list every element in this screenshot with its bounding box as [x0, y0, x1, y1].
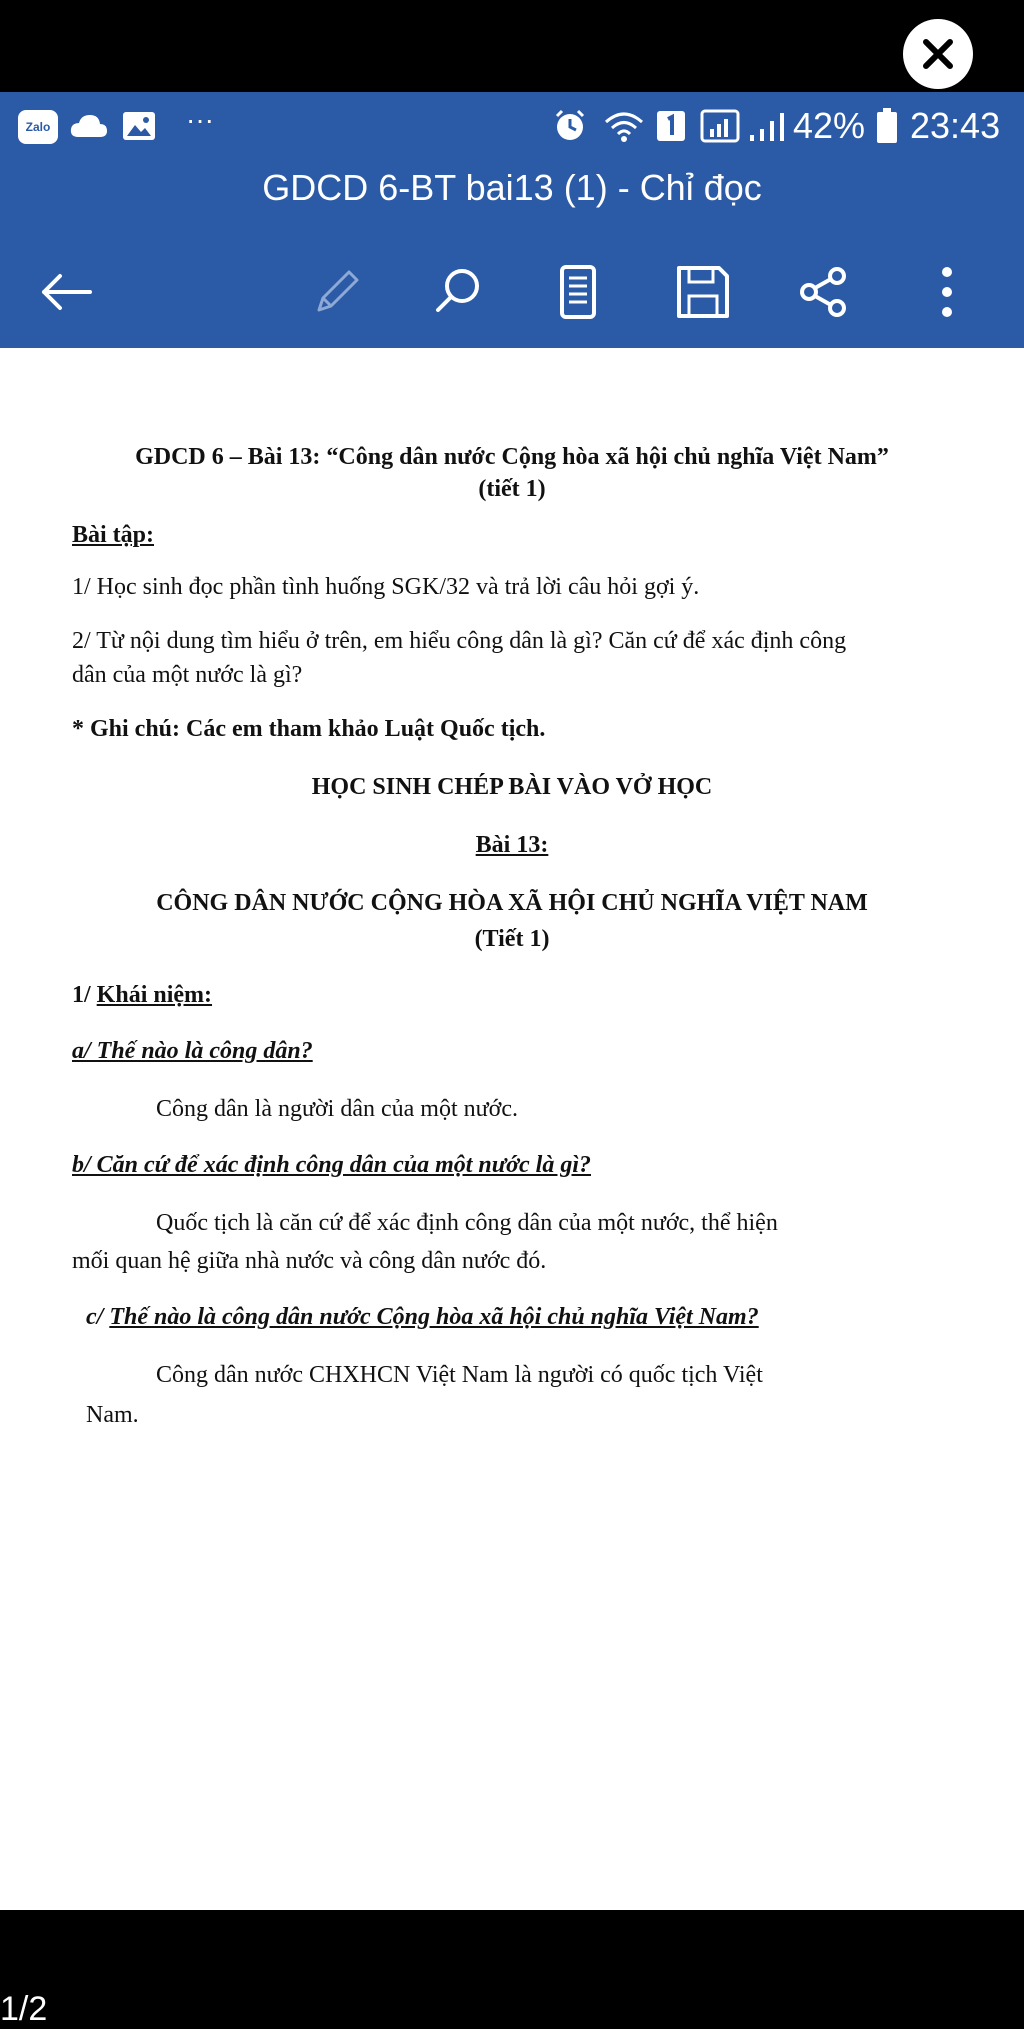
section-1-title: Khái niệm:	[96, 982, 213, 1008]
battery-icon	[876, 106, 898, 146]
share-icon	[795, 264, 851, 320]
question-2-line2: dân của một nước là gì?	[72, 662, 303, 688]
subheading-a: a/ Thế nào là công dân?	[72, 1038, 313, 1064]
lesson-label: Bài 13:	[475, 832, 549, 858]
close-viewer-button[interactable]	[903, 19, 973, 89]
share-button[interactable]	[783, 252, 863, 332]
reading-view-icon	[556, 264, 600, 320]
copy-instruction: HỌC SINH CHÉP BÀI VÀO VỞ HỌC	[311, 774, 713, 800]
exercise-label: Bài tập:	[72, 522, 155, 548]
answer-b-line2: mối quan hệ giữa nhà nước và công dân nước đó.	[72, 1248, 547, 1274]
back-button[interactable]	[26, 252, 106, 332]
alarm-icon	[553, 106, 587, 146]
save-icon	[675, 264, 731, 320]
answer-c-line2: Nam.	[86, 1402, 139, 1428]
sim-1-icon	[656, 106, 686, 146]
subheading-b: b/ Căn cứ để xác định công dân của một nước là gì?	[72, 1152, 591, 1178]
lesson-title-line2: (Tiết 1)	[474, 926, 550, 952]
reading-view-button[interactable]	[538, 252, 618, 332]
more-vertical-icon	[937, 264, 957, 320]
question-2-line1: 2/ Từ nội dung tìm hiểu ở trên, em hiểu công dân là gì? Căn cứ để xác định công	[72, 628, 847, 654]
question-1: 1/ Học sinh đọc phần tình huống SGK/32 và trả lời câu hỏi gợi ý.	[72, 574, 700, 600]
clock: 23:43	[910, 105, 1001, 146]
cloud-icon	[70, 106, 108, 146]
signal-strength-icon	[748, 106, 788, 146]
signal-volte-icon	[700, 106, 740, 146]
viewer-top-bar	[0, 0, 1024, 92]
viewer-bottom-bar	[0, 1910, 1024, 2028]
app-header	[0, 92, 1024, 348]
close-icon	[920, 36, 956, 72]
search-icon	[430, 264, 486, 320]
document-title: GDCD 6-BT bai13 (1) - Chỉ đọc	[262, 167, 762, 208]
wifi-icon	[604, 106, 644, 146]
answer-a: Công dân là người dân của một nước.	[156, 1096, 518, 1122]
subheading-c: Thế nào là công dân nước Cộng hòa xã hội chủ nghĩa Việt Nam?	[109, 1304, 759, 1330]
more-options-button[interactable]	[907, 252, 987, 332]
page-counter: 1/2	[0, 1990, 48, 2028]
note: * Ghi chú: Các em tham khảo Luật Quốc tịch.	[72, 716, 546, 742]
more-notifications-icon: ···	[186, 104, 214, 135]
doc-heading-line1: GDCD 6 – Bài 13: “Công dân nước Cộng hòa xã hội chủ nghĩa Việt Nam”	[135, 444, 889, 470]
toolbar	[0, 252, 1024, 332]
zalo-notification-icon: Zalo	[18, 110, 58, 144]
gallery-icon	[122, 106, 156, 146]
answer-c-line1: Công dân nước CHXHCN Việt Nam là người có quốc tịch Việt	[156, 1362, 763, 1388]
document-page[interactable]	[0, 348, 1024, 1910]
section-1-number: 1/	[72, 982, 97, 1008]
save-button[interactable]	[663, 252, 743, 332]
status-bar	[0, 92, 1024, 162]
doc-heading-line2: (tiết 1)	[478, 476, 546, 502]
subheading-c-prefix: c/	[86, 1304, 110, 1330]
edit-button[interactable]	[297, 252, 377, 332]
back-arrow-icon	[38, 272, 94, 312]
answer-b-line1: Quốc tịch là căn cứ để xác định công dân của một nước, thể hiện	[156, 1210, 778, 1236]
battery-percent: 42%	[793, 105, 866, 146]
search-button[interactable]	[418, 252, 498, 332]
lesson-title-line1: CÔNG DÂN NƯỚC CỘNG HÒA XÃ HỘI CHỦ NGHĨA VIỆT NAM	[156, 890, 868, 916]
edit-pencil-icon	[309, 264, 365, 320]
